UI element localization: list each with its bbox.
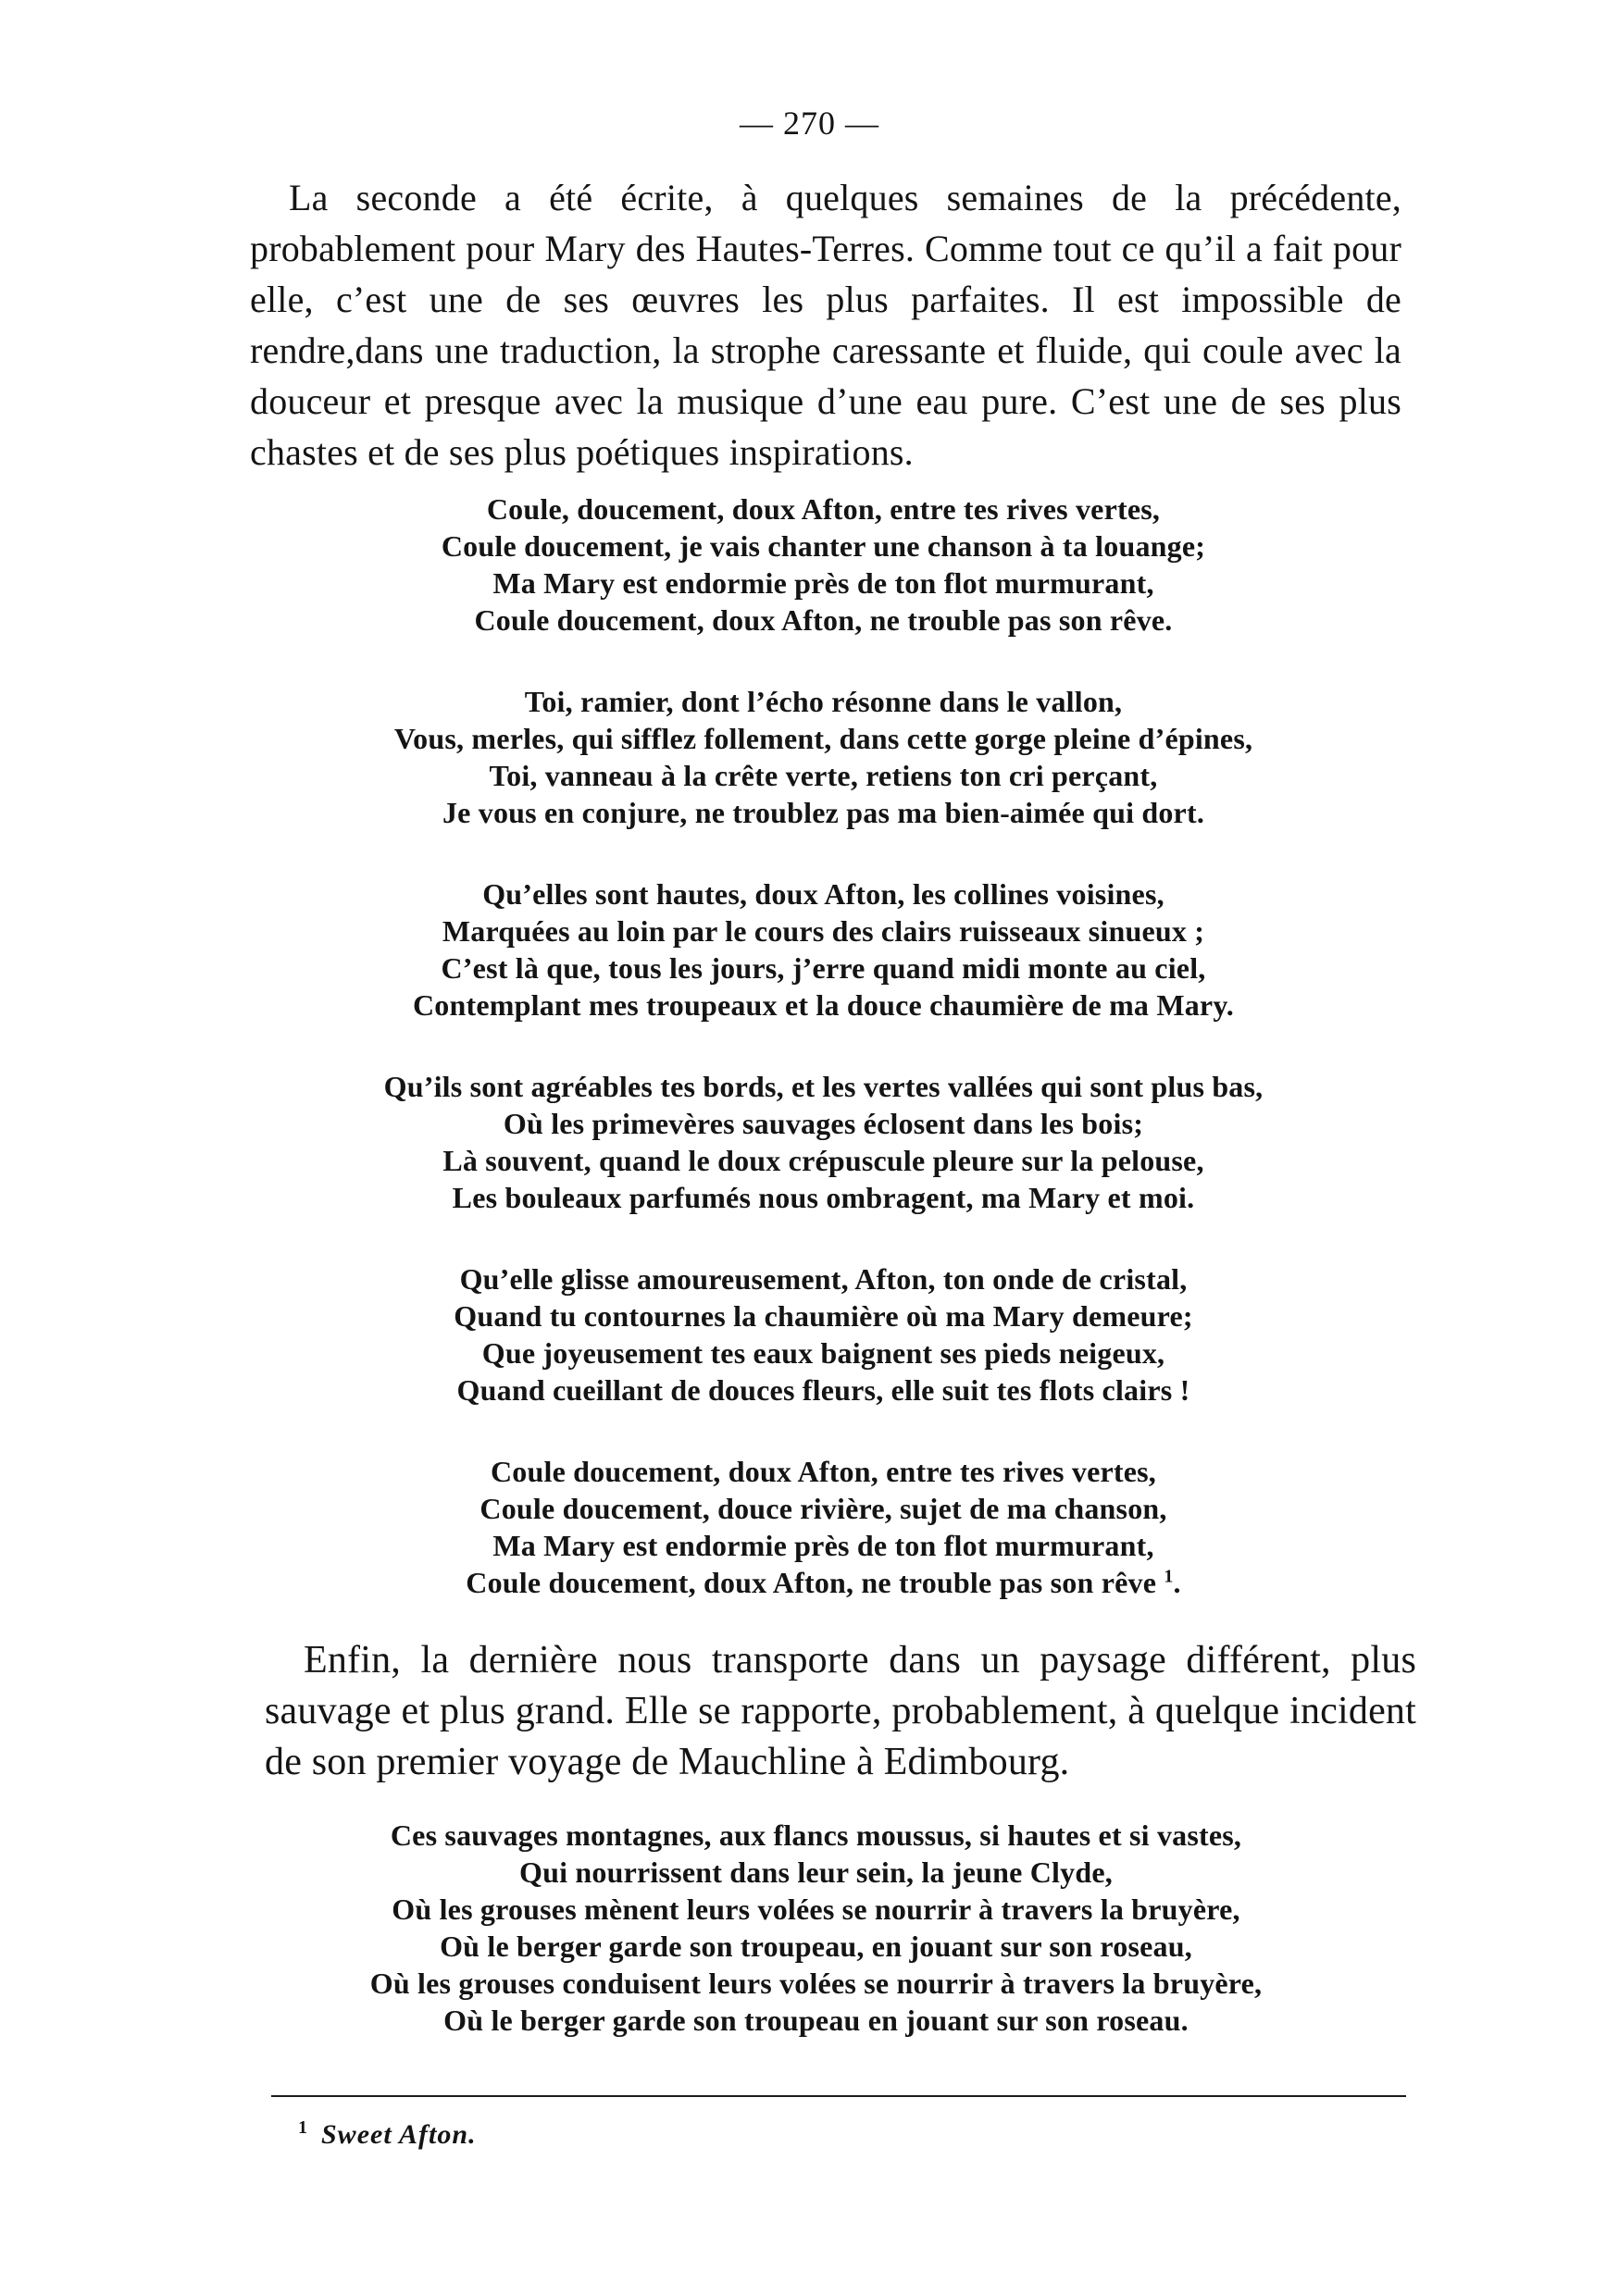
verse-line: Quand cueillant de douces fleurs, elle suit tes flots clairs ! xyxy=(456,1373,1190,1407)
intro-paragraph-block xyxy=(250,172,1401,478)
verse-line: Où les grouses mènent leurs volées se nourrir à travers la bruyère, xyxy=(392,1893,1240,1926)
verse-line: Ces sauvages montagnes, aux flancs moussus, si hautes et si vastes, xyxy=(390,1818,1242,1852)
verse-line: Toi, ramier, dont l’écho résonne dans le vallon, xyxy=(524,685,1123,718)
verse-line: Je vous en conjure, ne troublez pas ma bien-aimée qui dort. xyxy=(442,796,1205,829)
verse-line: Qui nourrissent dans leur sein, la jeune Clyde, xyxy=(519,1855,1113,1889)
page-number: — 270 — xyxy=(740,105,879,142)
footnote-reference: 1 xyxy=(1164,1566,1174,1587)
poem-wild-mountains xyxy=(0,1817,1619,2083)
footnote-divider xyxy=(271,2095,1406,2097)
transition-paragraph-block xyxy=(265,1635,1416,1788)
footnote-text: Sweet Afton. xyxy=(321,2119,477,2150)
verse-line: Où le berger garde son troupeau en jouant sur son roseau. xyxy=(443,2004,1189,2037)
footnote xyxy=(298,2117,477,2151)
verse-line: C’est là que, tous les jours, j’erre quand midi monte au ciel, xyxy=(441,951,1206,985)
footnote-marker: 1 xyxy=(298,2117,308,2138)
verse-line: Où le berger garde son troupeau, en jouant sur son roseau, xyxy=(440,1930,1192,1963)
verse-line: Vous, merles, qui sifflez follement, dans cette gorge pleine d’épines, xyxy=(393,722,1253,755)
verse-line: Quand tu contournes la chaumière où ma Mary demeure; xyxy=(454,1299,1193,1333)
paragraph: La seconde a été écrite, à quelques semaines de la précédente, probablement pour Mary des Hautes-Terres. Comme tout ce qu’il a fait pour elle, c’est une de ses œuvres les plus parfaites. Il est impossible de rendre,dans une traduction, la strophe caressante et fluide, qui coule avec la douceur et presque avec la musique d’une eau pure. C’est une de ses plus chastes et de ses plus poétiques inspirations. xyxy=(250,177,1401,473)
verse-line: Qu’ils sont agréables tes bords, et les vertes vallées qui sont plus bas, xyxy=(383,1070,1264,1103)
verse-line: Toi, vanneau à la crête verte, retiens ton cri perçant, xyxy=(489,759,1158,792)
stanza xyxy=(28,490,1619,639)
paragraph: Enfin, la dernière nous transporte dans un paysage différent, plus sauvage et plus grand. Elle se rapporte, probablement, à quelque incident de son premier voyage de Mauchline à Edimbourg. xyxy=(265,1639,1416,1783)
stanza xyxy=(28,1453,1619,1601)
verse-line: Que joyeusement tes eaux baignent ses pieds neigeux, xyxy=(481,1336,1165,1370)
poem-sweet-afton xyxy=(0,490,1619,1645)
verse-line-with-footnote: Coule doucement, doux Afton, ne trouble pas son rêve $^1$. xyxy=(466,1566,1181,1599)
verse-line: Ma Mary est endormie près de ton flot murmurant, xyxy=(492,1529,1154,1562)
verse-line: Là souvent, quand le doux crépuscule pleure sur la pelouse, xyxy=(442,1144,1204,1177)
verse-line: Qu’elle glisse amoureusement, Afton, ton onde de cristal, xyxy=(459,1262,1188,1296)
verse-line: Où les grouses conduisent leurs volées se nourrir à travers la bruyère, xyxy=(369,1967,1263,2000)
stanza xyxy=(28,1260,1619,1409)
verse-line: Coule doucement, douce rivière, sujet de ma chanson, xyxy=(479,1492,1167,1525)
verse-line: Les bouleaux parfumés nous ombragent, ma Mary et moi. xyxy=(452,1181,1195,1214)
stanza xyxy=(28,1068,1619,1216)
stanza xyxy=(28,683,1619,831)
verse-line: Coule doucement, doux Afton, ne trouble pas son rêve. xyxy=(474,603,1173,637)
verse-line: Contemplant mes troupeaux et la douce chaumière de ma Mary. xyxy=(413,988,1234,1022)
verse-line: Où les primevères sauvages éclosent dans les bois; xyxy=(503,1107,1144,1140)
verse-line-text: Coule doucement, doux Afton, ne trouble pas son rêve xyxy=(466,1566,1157,1599)
verse-line: Qu’elles sont hautes, doux Afton, les collines voisines, xyxy=(482,877,1164,911)
verse-line: Coule, doucement, doux Afton, entre tes rives vertes, xyxy=(486,492,1161,526)
verse-line: Coule doucement, doux Afton, entre tes rives vertes, xyxy=(490,1455,1157,1488)
verse-line: Coule doucement, je vais chanter une chanson à ta louange; xyxy=(441,529,1206,563)
stanza xyxy=(13,1817,1619,2039)
verse-line: Marquées au loin par le cours des clairs ruisseaux sinueux ; xyxy=(442,914,1205,948)
verse-line: Ma Mary est endormie près de ton flot murmurant, xyxy=(492,566,1154,600)
stanza xyxy=(28,875,1619,1024)
